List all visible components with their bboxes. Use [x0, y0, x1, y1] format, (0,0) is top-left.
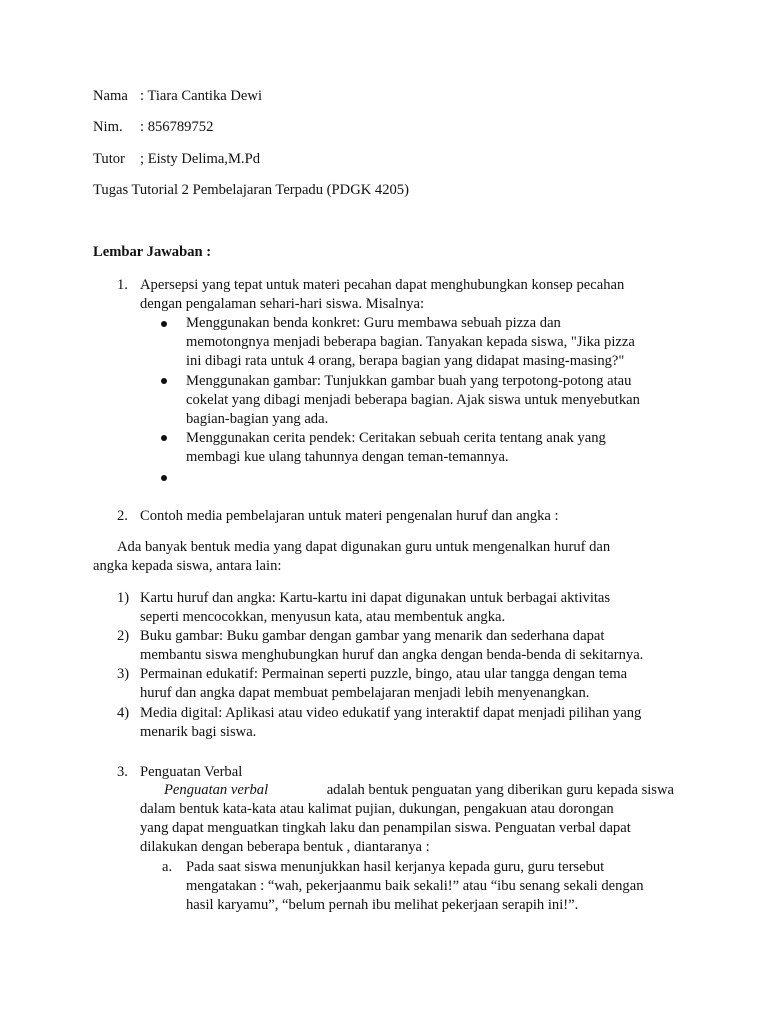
q2-item-1-line-1: Kartu huruf dan angka: Kartu-kartu ini dapat digunakan untuk berbagai aktivitas	[140, 590, 611, 606]
q3-sub-a-line-2: mengatakan : “wah, pekerjaanmu baik sekali!” atau “ibu senang sekali dengan	[186, 878, 644, 894]
q1-bullet-1-line-3: ini dibagi rata untuk 4 orang, berapa bagian yang didapat masing-masing?"	[186, 353, 625, 369]
answer-sheet-heading: Lembar Jawaban :	[93, 244, 212, 260]
q1-number: 1.	[117, 277, 128, 293]
q3-para-line-1-rest: adalah bentuk penguatan yang diberikan guru kepada siswa	[326, 782, 674, 798]
tutor-value: ; Eisty Delima,M.Pd	[140, 151, 260, 167]
nama-value: : Tiara Cantika Dewi	[140, 88, 263, 104]
q2-item-3-line-2: huruf dan angka dapat membuat pembelajaran menjadi lebih menyenangkan.	[140, 685, 590, 701]
q2-number: 2.	[117, 508, 128, 524]
q3-para-italic-term: Penguatan verbal	[164, 782, 269, 798]
q2-item-4-line-1: Media digital: Aplikasi atau video edukatif yang interaktif dapat menjadi pilihan yang	[140, 705, 642, 721]
bullet-icon	[161, 435, 167, 441]
bullet-icon	[161, 378, 167, 384]
q1-bullet-2-line-3: bagian-bagian yang ada.	[186, 411, 329, 427]
q1-bullet-2-line-2: cokelat yang dibagi menjadi beberapa bagian. Ajak siswa untuk menyebutkan	[186, 392, 640, 408]
q3-para-line-4: dilakukan dengan beberapa bentuk , diantaranya :	[140, 839, 430, 855]
q2-item-4-line-2: menarik bagi siswa.	[140, 724, 257, 740]
bullet-icon	[161, 321, 167, 327]
q2-item-2-number: 2)	[117, 628, 130, 644]
q2-item-3-number: 3)	[117, 666, 130, 682]
q2-item-1-number: 1)	[117, 590, 130, 606]
q1-bullet-1-line-1: Menggunakan benda konkret: Guru membawa sebuah pizza dan	[186, 315, 561, 331]
q3-sub-a-label: a.	[162, 859, 173, 875]
nama-label: Nama	[93, 88, 128, 104]
q2-item-3-line-1: Permainan edukatif: Permainan seperti puzzle, bingo, atau ular tangga dengan tema	[140, 666, 628, 682]
q3-para-line-3: yang dapat menguatkan tingkah laku dan penampilan siswa. Penguatan verbal dapat	[140, 820, 631, 836]
q2-item-2-line-1: Buku gambar: Buku gambar dengan gambar yang menarik dan sederhana dapat	[140, 628, 605, 644]
q1-bullet-1-line-2: memotongnya menjadi beberapa bagian. Tanyakan kepada siswa, "Jika pizza	[186, 334, 635, 350]
q2-item-2-line-2: membantu siswa menghubungkan huruf dan angka dengan benda-benda di sekitarnya.	[140, 647, 644, 663]
q3-sub-a-line-1: Pada saat siswa menunjukkan hasil kerjanya kepada guru, guru tersebut	[186, 859, 605, 875]
assignment-title: Tugas Tutorial 2 Pembelajaran Terpadu (PDGK 4205)	[93, 182, 409, 198]
tutor-label: Tutor	[93, 151, 125, 167]
q2-intro-line-1: Ada banyak bentuk media yang dapat digunakan guru untuk mengenalkan huruf dan	[117, 539, 611, 555]
q3-para-line-2: dalam bentuk kata-kata atau kalimat pujian, dukungan, pengakuan atau dorongan	[140, 801, 614, 817]
q3-title: Penguatan Verbal	[140, 764, 243, 780]
q2-title: Contoh media pembelajaran untuk materi pengenalan huruf dan angka :	[140, 508, 559, 524]
q2-item-4-number: 4)	[117, 705, 130, 721]
bullet-icon	[161, 475, 167, 481]
q3-number: 3.	[117, 764, 128, 780]
q3-para-line-1	[164, 781, 674, 800]
q2-item-1-line-2: seperti mencocokkan, menyusun kata, atau membentuk angka.	[140, 609, 506, 625]
q1-line-2: dengan pengalaman sehari-hari siswa. Misalnya:	[140, 296, 425, 312]
nim-label: Nim.	[93, 119, 123, 135]
q1-line-1: Apersepsi yang tepat untuk materi pecahan dapat menghubungkan konsep pecahan	[140, 277, 625, 293]
q3-sub-a-line-3: hasil karyamu”, “belum pernah ibu melihat pekerjaan serapih ini!”.	[186, 897, 579, 913]
q1-bullet-2-line-1: Menggunakan gambar: Tunjukkan gambar buah yang terpotong-potong atau	[186, 373, 632, 389]
q1-bullet-3-line-1: Menggunakan cerita pendek: Ceritakan sebuah cerita tentang anak yang	[186, 430, 606, 446]
q2-intro-line-2: angka kepada siswa, antara lain:	[93, 558, 282, 574]
q1-bullet-3-line-2: membagi kue ulang tahunnya dengan teman-temannya.	[186, 449, 509, 465]
nim-value: : 856789752	[140, 119, 214, 135]
